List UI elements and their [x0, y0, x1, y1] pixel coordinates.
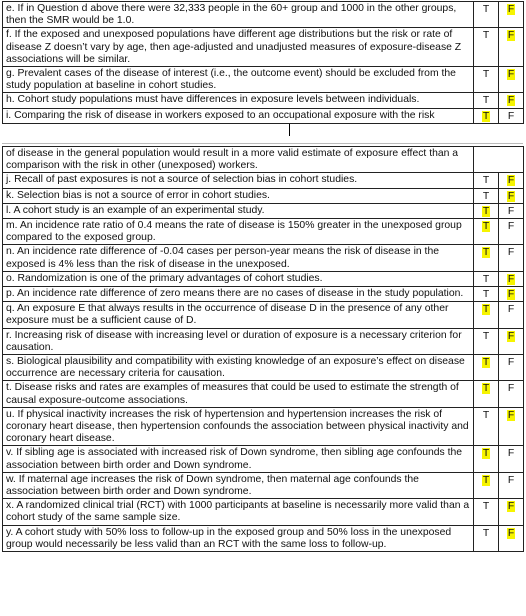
true-label: T: [482, 4, 490, 15]
answer-false[interactable]: [499, 472, 524, 498]
question-text[interactable]: e. If in Question d above there were 32,333 people in the 60+ group and 1000 in the other groups, then the SMR would be 1.0.: [3, 2, 474, 28]
true-label: T: [482, 190, 490, 202]
question-row: [3, 219, 524, 245]
question-row: [3, 173, 524, 188]
answer-true[interactable]: [474, 302, 499, 328]
answer-false[interactable]: [499, 67, 524, 93]
answer-true[interactable]: [474, 407, 499, 446]
answer-true[interactable]: [474, 525, 499, 551]
question-row: [3, 328, 524, 354]
answer-cell-empty: [474, 147, 524, 173]
question-text[interactable]: of disease in the general population would result in a more valid estimate of exposure effect than a comparison with the risk in other (unexposed) workers.: [3, 147, 474, 173]
text-cursor: [289, 124, 290, 136]
question-row: [3, 525, 524, 551]
answer-true[interactable]: [474, 446, 499, 472]
true-label: T: [482, 304, 490, 316]
question-text[interactable]: y. A cohort study with 50% loss to follow-up in the exposed group and 50% loss in the unexposed group would necessarily be less valid than an RCT with the same loss to follow-up.: [3, 525, 474, 551]
true-label: T: [482, 357, 490, 369]
question-text[interactable]: i. Comparing the risk of disease in workers exposed to an occupational exposure with the risk: [3, 108, 474, 123]
answer-true[interactable]: [474, 67, 499, 93]
answer-false[interactable]: [499, 108, 524, 123]
true-label: T: [482, 527, 490, 539]
question-row: [3, 2, 524, 28]
true-label: T: [482, 69, 490, 81]
answer-false[interactable]: [499, 28, 524, 67]
answer-false[interactable]: [499, 2, 524, 28]
true-label: T: [482, 409, 490, 421]
answer-false[interactable]: [499, 173, 524, 188]
true-label: T: [482, 110, 490, 122]
false-label: F: [507, 205, 515, 217]
false-label: F: [507, 175, 515, 187]
answer-true[interactable]: [474, 381, 499, 407]
answer-false[interactable]: [499, 188, 524, 203]
question-row: [3, 287, 524, 302]
question-text[interactable]: m. An incidence rate ratio of 0.4 means the rate of disease is 150% greater in the unexposed group compared to the exposed group.: [3, 219, 474, 245]
true-label: T: [482, 95, 490, 107]
false-label: F: [507, 4, 515, 15]
answer-true[interactable]: [474, 355, 499, 381]
false-label: F: [507, 357, 515, 369]
false-label: F: [507, 289, 515, 301]
false-label: F: [507, 330, 515, 342]
answer-true[interactable]: [474, 108, 499, 123]
answer-true[interactable]: [474, 173, 499, 188]
false-label: F: [507, 69, 515, 81]
answer-true[interactable]: [474, 93, 499, 108]
true-label: T: [482, 30, 490, 42]
answer-false[interactable]: [499, 93, 524, 108]
question-row: [3, 93, 524, 108]
answer-false[interactable]: [499, 525, 524, 551]
question-text[interactable]: k. Selection bias is not a source of error in cohort studies.: [3, 188, 474, 203]
answer-false[interactable]: [499, 355, 524, 381]
answer-true[interactable]: [474, 219, 499, 245]
true-label: T: [482, 221, 490, 233]
false-label: F: [507, 409, 515, 421]
true-label: T: [482, 330, 490, 342]
question-row: [3, 203, 524, 218]
question-text[interactable]: s. Biological plausibility and compatibility with existing knowledge of an exposure’s effect on disease occurrence are necessary criteria for causation.: [3, 355, 474, 381]
question-text[interactable]: t. Disease risks and rates are examples of measures that could be used to estimate the strength of causal exposure-outcome associations.: [3, 381, 474, 407]
false-label: F: [507, 527, 515, 539]
question-text[interactable]: o. Randomization is one of the primary advantages of cohort studies.: [3, 271, 474, 286]
false-label: F: [507, 30, 515, 42]
question-row: [3, 499, 524, 525]
question-text[interactable]: l. A cohort study is an example of an experimental study.: [3, 203, 474, 218]
question-row: [3, 355, 524, 381]
page-break-line: [2, 143, 523, 144]
question-row: [3, 302, 524, 328]
answer-false[interactable]: [499, 381, 524, 407]
answer-true[interactable]: [474, 472, 499, 498]
answer-false[interactable]: [499, 499, 524, 525]
question-text[interactable]: g. Prevalent cases of the disease of interest (i.e., the outcome event) should be excluded from the study population at baseline in cohort studies.: [3, 67, 474, 93]
question-row: [3, 28, 524, 67]
true-label: T: [482, 448, 490, 460]
question-text[interactable]: u. If physical inactivity increases the risk of hypertension and hypertension increases the risk of coronary heart disease, then hypertension confounds the association between physical inactivity and coronary heart disease.: [3, 407, 474, 446]
answer-true[interactable]: [474, 188, 499, 203]
question-text[interactable]: v. If sibling age is associated with increased risk of Down syndrome, then sibling age confounds the association between birth order and Down syndrome.: [3, 446, 474, 472]
false-label: F: [507, 501, 515, 513]
false-label: F: [507, 247, 515, 259]
question-text[interactable]: q. An exposure E that always results in the occurrence of disease D in the presence of any other exposure must be a sufficient cause of D.: [3, 302, 474, 328]
true-label: T: [482, 205, 490, 217]
question-row: [3, 381, 524, 407]
false-label: F: [507, 448, 515, 460]
answer-false[interactable]: [499, 446, 524, 472]
question-text[interactable]: n. An incidence rate difference of -0.04 cases per person-year means the risk of disease in the exposed is 4% less than the risk of disease in the unexposed.: [3, 245, 474, 271]
answer-true[interactable]: [474, 245, 499, 271]
answer-false[interactable]: [499, 219, 524, 245]
quiz-table-bottom: [2, 146, 524, 552]
question-text[interactable]: f. If the exposed and unexposed populations have different age distributions but the risk or rate of disease Z doesn’t vary by age, then age-adjusted and unadjusted measures of exposure-disease Z associations will be similar.: [3, 28, 474, 67]
quiz-table-top: [2, 1, 524, 124]
question-row: [3, 446, 524, 472]
answer-false[interactable]: [499, 287, 524, 302]
true-label: T: [482, 289, 490, 301]
answer-true[interactable]: [474, 287, 499, 302]
false-label: F: [507, 190, 515, 202]
answer-true[interactable]: [474, 271, 499, 286]
question-row: [3, 108, 524, 123]
false-label: F: [507, 304, 515, 316]
true-label: T: [482, 383, 490, 395]
question-text[interactable]: h. Cohort study populations must have differences in exposure levels between individuals.: [3, 93, 474, 108]
false-label: F: [507, 110, 515, 122]
answer-false[interactable]: [499, 328, 524, 354]
true-label: T: [482, 474, 490, 486]
answer-true[interactable]: [474, 328, 499, 354]
question-row: [3, 407, 524, 446]
question-text[interactable]: p. An incidence rate difference of zero means there are no cases of disease in the study population.: [3, 287, 474, 302]
false-label: F: [507, 273, 515, 285]
answer-false[interactable]: [499, 271, 524, 286]
question-row: [3, 245, 524, 271]
false-label: F: [507, 221, 515, 233]
question-row: [3, 271, 524, 286]
question-row: [3, 472, 524, 498]
answer-false[interactable]: [499, 245, 524, 271]
false-label: F: [507, 383, 515, 395]
answer-true[interactable]: [474, 28, 499, 67]
answer-false[interactable]: [499, 407, 524, 446]
true-label: T: [482, 273, 490, 285]
answer-false[interactable]: [499, 203, 524, 218]
question-row: [3, 147, 524, 173]
true-label: T: [482, 501, 490, 513]
answer-true[interactable]: [474, 2, 499, 28]
question-text[interactable]: x. A randomized clinical trial (RCT) with 1000 participants at baseline is necessarily more valid than a cohort study of the same sample size.: [3, 499, 474, 525]
question-text[interactable]: j. Recall of past exposures is not a source of selection bias in cohort studies.: [3, 173, 474, 188]
answer-true[interactable]: [474, 499, 499, 525]
answer-true[interactable]: [474, 203, 499, 218]
true-label: T: [482, 247, 490, 259]
question-row: [3, 188, 524, 203]
false-label: F: [507, 474, 515, 486]
true-label: T: [482, 175, 490, 187]
question-row: [3, 67, 524, 93]
question-text[interactable]: w. If maternal age increases the risk of Down syndrome, then maternal age confounds the association between birth order and Down syndrome.: [3, 472, 474, 498]
false-label: F: [507, 95, 515, 107]
answer-false[interactable]: [499, 302, 524, 328]
question-text[interactable]: r. Increasing risk of disease with increasing level or duration of exposure is a necessary criterion for causation.: [3, 328, 474, 354]
